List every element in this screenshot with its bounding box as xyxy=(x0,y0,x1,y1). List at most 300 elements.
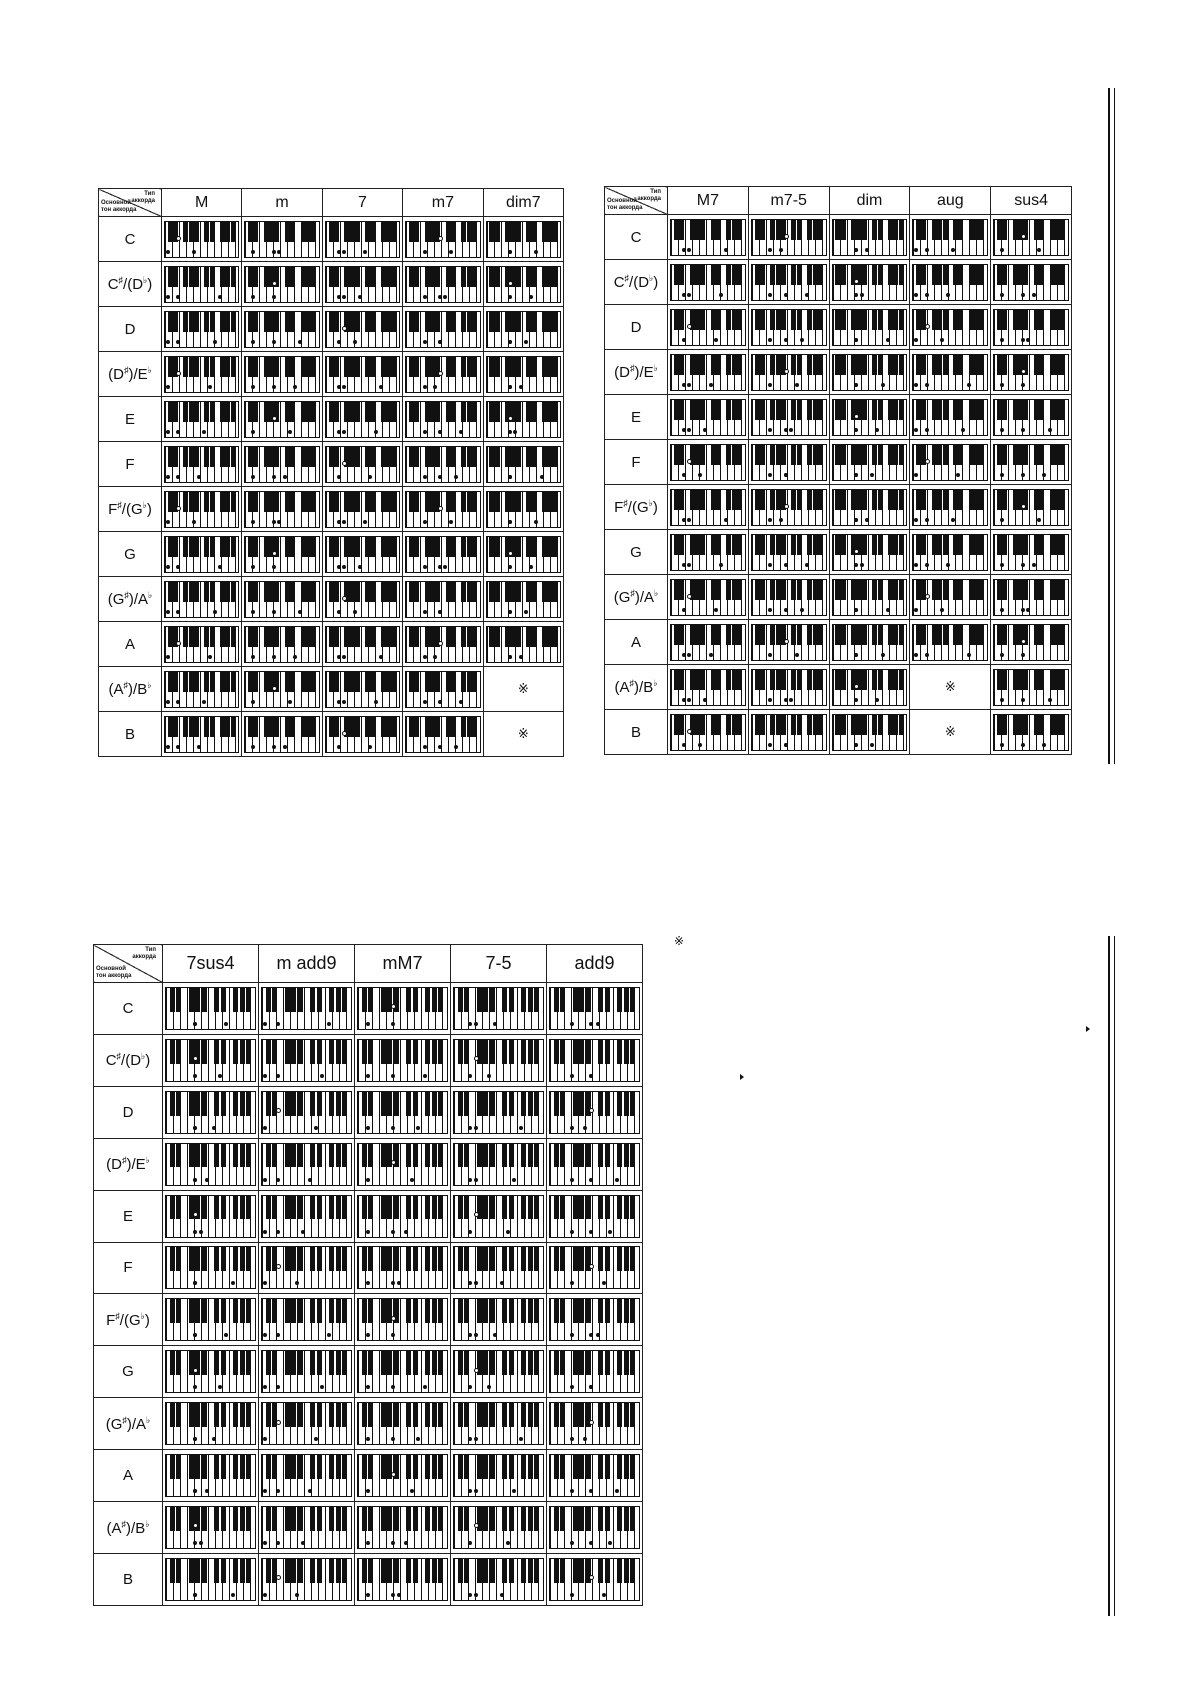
black-key xyxy=(233,1196,238,1220)
black-key xyxy=(246,1559,251,1583)
black-key xyxy=(630,1040,635,1064)
pressed-note-dot xyxy=(724,518,728,522)
pressed-note-dot xyxy=(698,473,702,477)
black-key xyxy=(893,715,898,735)
black-key xyxy=(231,222,236,242)
pressed-note-dot xyxy=(423,1385,427,1389)
black-key xyxy=(598,1351,603,1375)
pressed-note-dot xyxy=(272,416,277,421)
chord-diagram-cell xyxy=(910,440,991,485)
black-key xyxy=(630,1455,635,1479)
black-key xyxy=(1060,310,1065,330)
black-key xyxy=(755,580,760,600)
black-key xyxy=(878,355,883,375)
black-key xyxy=(425,1196,430,1220)
black-key xyxy=(336,1559,341,1583)
black-key xyxy=(183,222,188,242)
black-key xyxy=(368,1040,373,1064)
pressed-note-dot xyxy=(854,684,859,689)
black-key xyxy=(173,717,178,737)
black-key xyxy=(502,988,507,1012)
black-key xyxy=(862,490,867,510)
pressed-note-dot xyxy=(342,385,346,389)
black-key xyxy=(534,1092,539,1116)
black-key xyxy=(586,1507,591,1531)
black-key xyxy=(253,222,258,242)
corner-type-label: Тип аккорда xyxy=(637,189,661,202)
black-key xyxy=(381,582,386,602)
pressed-note-dot xyxy=(176,475,180,479)
black-key xyxy=(446,447,451,467)
right-margin-rule xyxy=(1108,88,1110,764)
pressed-note-dot xyxy=(438,236,443,241)
black-key xyxy=(716,715,721,735)
black-key xyxy=(233,1299,238,1323)
black-key xyxy=(266,1040,271,1064)
black-key xyxy=(231,402,236,422)
chord-diagram-cell xyxy=(259,1553,355,1605)
pressed-note-dot xyxy=(784,293,788,297)
keyboard-diagram xyxy=(549,987,640,1030)
black-key xyxy=(425,402,430,422)
black-key xyxy=(274,582,279,602)
black-key xyxy=(430,267,435,287)
black-key xyxy=(489,222,494,242)
black-key xyxy=(755,490,760,510)
black-key xyxy=(997,445,1002,465)
black-key xyxy=(878,265,883,285)
black-key xyxy=(189,492,194,512)
black-key xyxy=(579,1196,584,1220)
pressed-note-dot xyxy=(925,518,929,522)
chord-diagram-cell xyxy=(162,532,242,577)
black-key xyxy=(1002,220,1007,240)
black-key xyxy=(573,1559,578,1583)
black-key xyxy=(916,490,921,510)
pressed-note-dot xyxy=(391,1022,395,1026)
pressed-note-dot xyxy=(193,1437,197,1441)
chord-diagram-cell xyxy=(403,217,483,262)
pressed-note-dot xyxy=(205,1489,209,1493)
black-key xyxy=(414,672,419,692)
keyboard-diagram xyxy=(261,1402,352,1445)
black-key xyxy=(695,265,700,285)
black-key xyxy=(285,447,290,467)
black-key xyxy=(202,1196,207,1220)
pressed-note-dot xyxy=(176,745,180,749)
black-key xyxy=(464,1351,469,1375)
chord-diagram-cell xyxy=(162,352,242,397)
keyboard-diagram xyxy=(912,534,988,571)
pressed-note-dot xyxy=(358,295,362,299)
chord-diagram-cell xyxy=(322,217,402,262)
black-key xyxy=(851,490,856,510)
pressed-note-dot xyxy=(423,475,427,479)
keyboard-diagram xyxy=(549,1091,640,1134)
black-key xyxy=(797,355,802,375)
black-key xyxy=(458,1040,463,1064)
black-key xyxy=(461,672,466,692)
black-key xyxy=(770,490,775,510)
black-key xyxy=(732,580,737,600)
black-key xyxy=(770,625,775,645)
black-key xyxy=(737,400,742,420)
pressed-note-dot xyxy=(468,1281,472,1285)
black-key xyxy=(387,1507,392,1531)
black-key xyxy=(464,1092,469,1116)
black-key xyxy=(183,447,188,467)
black-key xyxy=(791,715,796,735)
black-key xyxy=(695,355,700,375)
small-arrow-mark xyxy=(1086,1026,1090,1032)
black-key xyxy=(534,1299,539,1323)
black-key xyxy=(1060,535,1065,555)
black-key xyxy=(1060,580,1065,600)
black-key xyxy=(841,490,846,510)
pressed-note-dot xyxy=(263,1385,267,1389)
black-key xyxy=(630,1351,635,1375)
black-key xyxy=(311,672,316,692)
black-key xyxy=(1050,625,1055,645)
pressed-note-dot xyxy=(459,430,463,434)
black-key xyxy=(1018,445,1023,465)
chord-diagram-cell xyxy=(991,305,1072,350)
chord-row xyxy=(99,667,564,712)
black-key xyxy=(617,1403,622,1427)
pressed-note-dot xyxy=(925,563,929,567)
black-key xyxy=(336,988,341,1012)
pressed-note-dot xyxy=(363,250,367,254)
black-key xyxy=(841,715,846,735)
black-key xyxy=(841,400,846,420)
black-key xyxy=(189,672,194,692)
black-key xyxy=(472,402,477,422)
black-key xyxy=(573,1299,578,1323)
black-key xyxy=(406,1196,411,1220)
black-key xyxy=(355,222,360,242)
black-key xyxy=(1039,310,1044,330)
black-key xyxy=(253,582,258,602)
chord-diagram-cell xyxy=(162,307,242,352)
black-key xyxy=(711,355,716,375)
black-key xyxy=(342,988,347,1012)
keyboard-diagram xyxy=(993,219,1069,256)
black-key xyxy=(1039,535,1044,555)
pressed-note-dot xyxy=(272,281,277,286)
pressed-note-dot xyxy=(391,1593,395,1597)
chord-diagram-cell xyxy=(163,1398,259,1450)
black-key xyxy=(334,537,339,557)
black-key xyxy=(943,445,948,465)
chord-diagram-cell xyxy=(910,575,991,620)
pressed-note-dot xyxy=(1000,743,1004,747)
black-key xyxy=(781,535,786,555)
black-key xyxy=(246,1092,251,1116)
black-key xyxy=(560,1196,565,1220)
black-key xyxy=(516,222,521,242)
black-key xyxy=(841,265,846,285)
black-key xyxy=(365,627,370,647)
black-key xyxy=(856,580,861,600)
black-key xyxy=(446,582,451,602)
black-key xyxy=(349,357,354,377)
black-key xyxy=(342,1247,347,1271)
black-key xyxy=(732,355,737,375)
black-key xyxy=(368,988,373,1012)
black-key xyxy=(246,1247,251,1271)
black-key xyxy=(598,1196,603,1220)
keyboard-diagram xyxy=(244,266,319,303)
pressed-note-dot xyxy=(589,1022,593,1026)
black-key xyxy=(233,1455,238,1479)
keyboard-diagram xyxy=(165,1039,256,1082)
black-key xyxy=(285,1247,290,1271)
pressed-note-dot xyxy=(768,338,772,342)
pressed-note-dot xyxy=(263,1541,267,1545)
pressed-note-dot xyxy=(366,1126,370,1130)
black-key xyxy=(943,580,948,600)
black-key xyxy=(560,1351,565,1375)
black-key xyxy=(176,1144,181,1168)
black-key xyxy=(365,312,370,332)
black-key xyxy=(969,445,974,465)
small-arrow-mark xyxy=(740,1074,744,1080)
pressed-note-dot xyxy=(570,1437,574,1441)
pressed-note-dot xyxy=(854,248,858,252)
black-key xyxy=(862,310,867,330)
pressed-note-dot xyxy=(1021,293,1025,297)
black-key xyxy=(605,1403,610,1427)
black-key xyxy=(342,1351,347,1375)
black-key xyxy=(362,1351,367,1375)
black-key xyxy=(526,537,531,557)
pressed-note-dot xyxy=(193,1489,197,1493)
black-key xyxy=(210,447,215,467)
black-key xyxy=(495,492,500,512)
black-key xyxy=(183,267,188,287)
black-key xyxy=(1050,715,1055,735)
black-key xyxy=(807,490,812,510)
black-key xyxy=(298,1092,303,1116)
chord-diagram-cell xyxy=(163,1553,259,1605)
black-key xyxy=(630,1196,635,1220)
black-key xyxy=(872,490,877,510)
black-key xyxy=(695,535,700,555)
black-key xyxy=(381,312,386,332)
black-key xyxy=(425,1455,430,1479)
chord-diagram-cell xyxy=(991,395,1072,440)
pressed-note-dot xyxy=(251,250,255,254)
pressed-note-dot xyxy=(438,295,442,299)
black-key xyxy=(285,1040,290,1064)
pressed-note-dot xyxy=(589,1333,593,1337)
black-key xyxy=(394,1351,399,1375)
chord-table-3 xyxy=(93,944,643,1606)
black-key xyxy=(953,400,958,420)
pressed-note-dot xyxy=(1021,428,1025,432)
keyboard-diagram xyxy=(912,624,988,661)
pressed-note-dot xyxy=(416,1126,420,1130)
black-key xyxy=(872,445,877,465)
keyboard-diagram xyxy=(670,624,746,661)
black-key xyxy=(1055,400,1060,420)
chord-diagram-cell xyxy=(355,1294,451,1346)
black-key xyxy=(791,220,796,240)
chord-diagram-cell xyxy=(483,262,563,307)
black-key xyxy=(176,1559,181,1583)
pressed-note-dot xyxy=(615,1178,619,1182)
black-key xyxy=(435,537,440,557)
pressed-note-dot xyxy=(366,1541,370,1545)
black-key xyxy=(586,988,591,1012)
black-key xyxy=(425,312,430,332)
black-key xyxy=(690,670,695,690)
pressed-note-dot xyxy=(391,1074,395,1078)
black-key xyxy=(921,625,926,645)
keyboard-diagram xyxy=(325,266,400,303)
keyboard-diagram xyxy=(165,1506,256,1549)
pressed-note-dot xyxy=(854,279,859,284)
black-key xyxy=(381,1299,386,1323)
pressed-note-dot xyxy=(276,1489,280,1493)
keyboard-diagram xyxy=(164,626,239,663)
black-key xyxy=(732,490,737,510)
black-key xyxy=(387,1196,392,1220)
chord-diagram-cell xyxy=(403,622,483,667)
black-key xyxy=(509,988,514,1012)
pressed-note-dot xyxy=(487,1074,491,1078)
black-key xyxy=(483,1144,488,1168)
pressed-note-dot xyxy=(854,653,858,657)
black-key xyxy=(461,312,466,332)
chord-diagram-cell xyxy=(483,217,563,262)
chord-row xyxy=(605,395,1072,440)
black-key xyxy=(176,1351,181,1375)
pressed-note-dot xyxy=(342,250,346,254)
black-key xyxy=(534,1351,539,1375)
black-key xyxy=(586,1455,591,1479)
black-key xyxy=(818,625,823,645)
pressed-note-dot xyxy=(1000,248,1004,252)
pressed-note-dot xyxy=(805,563,809,567)
black-key xyxy=(1060,400,1065,420)
black-key xyxy=(483,1559,488,1583)
black-key xyxy=(878,715,883,735)
black-key xyxy=(932,265,937,285)
black-key xyxy=(1050,670,1055,690)
black-key xyxy=(542,402,547,422)
black-key xyxy=(272,1299,277,1323)
keyboard-diagram xyxy=(325,491,400,528)
black-key xyxy=(202,1247,207,1271)
black-key xyxy=(214,1092,219,1116)
black-key xyxy=(1055,580,1060,600)
pressed-note-dot xyxy=(391,1160,396,1165)
black-key xyxy=(214,1403,219,1427)
black-key xyxy=(1055,265,1060,285)
black-key xyxy=(807,310,812,330)
black-key xyxy=(298,1403,303,1427)
pressed-note-dot xyxy=(166,475,170,479)
pressed-note-dot xyxy=(272,610,276,614)
black-key xyxy=(464,1507,469,1531)
root-note-label: (A♯)/B♭ xyxy=(94,1502,163,1554)
black-key xyxy=(391,357,396,377)
black-key xyxy=(617,1247,622,1271)
black-key xyxy=(231,717,236,737)
pressed-note-dot xyxy=(416,1437,420,1441)
black-key xyxy=(521,1144,526,1168)
black-key xyxy=(516,447,521,467)
black-key xyxy=(509,1247,514,1271)
black-key xyxy=(679,400,684,420)
black-key xyxy=(605,988,610,1012)
chord-diagram-cell xyxy=(547,1086,643,1138)
black-key xyxy=(210,627,215,647)
black-key xyxy=(451,717,456,737)
pressed-note-dot xyxy=(468,1022,472,1026)
chord-diagram-cell xyxy=(259,1398,355,1450)
pressed-note-dot xyxy=(423,385,427,389)
black-key xyxy=(554,1299,559,1323)
black-key xyxy=(807,580,812,600)
black-key xyxy=(598,1144,603,1168)
black-key xyxy=(370,402,375,422)
pressed-note-dot xyxy=(1032,293,1036,297)
right-margin-rule xyxy=(1108,936,1110,1616)
black-key xyxy=(342,1196,347,1220)
black-key xyxy=(370,537,375,557)
black-key xyxy=(818,400,823,420)
black-key xyxy=(204,672,209,692)
pressed-note-dot xyxy=(768,383,772,387)
black-key xyxy=(438,1507,443,1531)
black-key xyxy=(194,672,199,692)
black-key xyxy=(349,537,354,557)
black-key xyxy=(797,220,802,240)
black-key xyxy=(285,1144,290,1168)
pressed-note-dot xyxy=(534,250,538,254)
chord-row xyxy=(605,260,1072,305)
black-key xyxy=(170,988,175,1012)
black-key xyxy=(573,988,578,1012)
black-key xyxy=(253,447,258,467)
pressed-note-dot xyxy=(301,1541,305,1545)
black-key xyxy=(813,220,818,240)
black-key xyxy=(183,672,188,692)
black-key xyxy=(1013,535,1018,555)
chord-diagram-cell xyxy=(829,395,910,440)
black-key xyxy=(391,402,396,422)
black-key xyxy=(317,1559,322,1583)
black-key xyxy=(560,1092,565,1116)
black-key xyxy=(1013,490,1018,510)
black-key xyxy=(311,717,316,737)
black-key xyxy=(547,447,552,467)
black-key xyxy=(483,1403,488,1427)
pressed-note-dot xyxy=(682,428,686,432)
black-key xyxy=(285,267,290,287)
pressed-note-dot xyxy=(519,1126,523,1130)
black-key xyxy=(342,1144,347,1168)
pressed-note-dot xyxy=(682,473,686,477)
black-key xyxy=(189,1092,194,1116)
black-key xyxy=(495,537,500,557)
chord-diagram-cell xyxy=(355,1086,451,1138)
black-key xyxy=(1023,445,1028,465)
root-note-label: A xyxy=(605,620,668,665)
black-key xyxy=(526,357,531,377)
